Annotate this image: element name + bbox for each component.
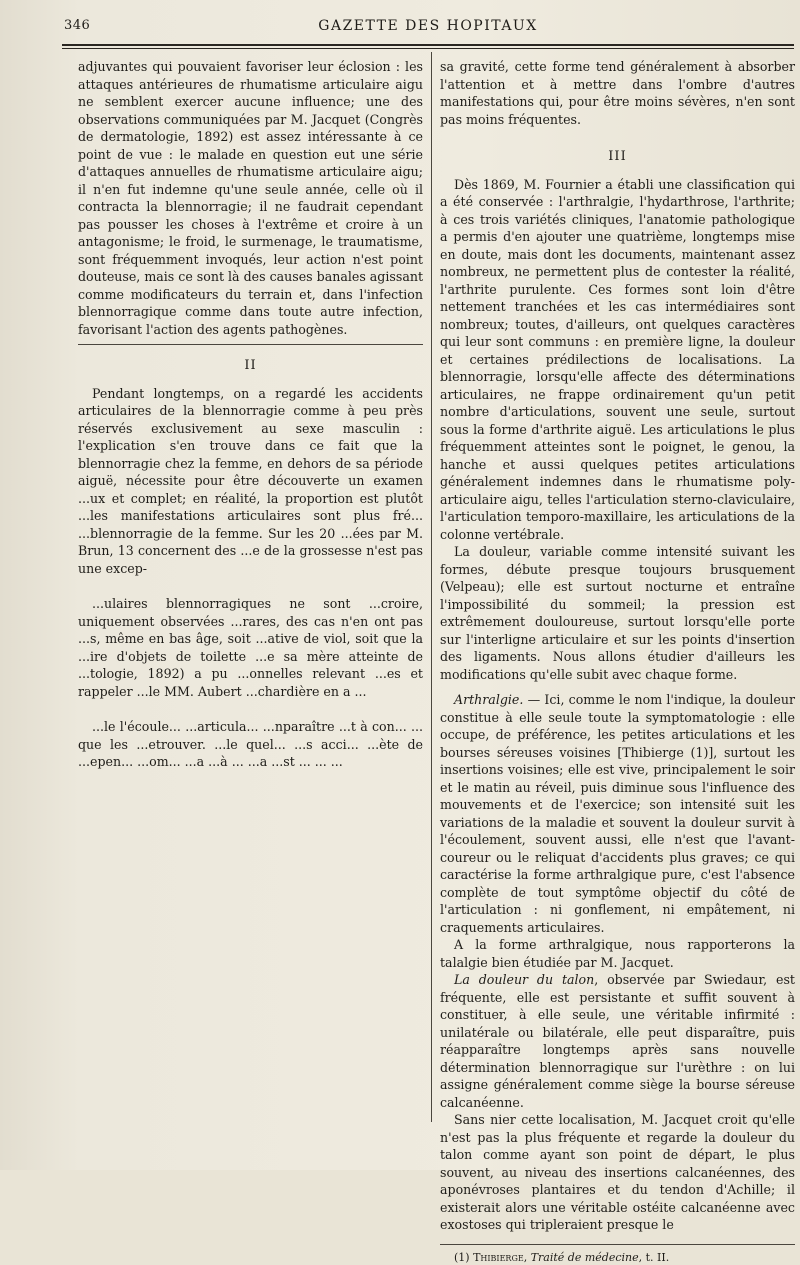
header-rule-thin: [62, 48, 794, 49]
footnote-author: Thibierge: [473, 1250, 524, 1264]
intro-paragraph: adjuvantes qui pouvaient favoriser leur éclosion : les attaques antérieures de rhumatisme articulaire aigu ne semblent exercer aucune influence; une des observations communiquées par M. Jacquet (Congrès de dermatologie, 1892) est assez intéressante à ce point de vue : le malade en question eut une série d'attaques annuelles de rhumatisme articulaire aigu; il n'en fut indemne qu'une seule année, celle où il contracta la blennorragie; il ne faudrait cependant pas pousser les choses à l'extrême et croire à un antagonisme; le froid, le surmenage, le traumatisme, sont fréquemment invoqués, leur action n'est point douteuse, mais ce sont là des causes banales agissant comme modificateurs du terrain et, dans l'infection blennorragique comme dans toute autre infection, favorisant l'action des agents pathogènes.: [78, 59, 423, 337]
footnote: (1) Thibierge, Traité de médecine, t. II.: [454, 1250, 670, 1264]
arthralgie-text: — Ici, comme le nom l'indique, la douleur constitue à elle seule toute la symptomatologie : elle occupe, de préférence, les petites articulations et les bourses séreuses voisines [Thibierge (1)], surtout les insertions voisines; elle est vive, principalement le soir et le matin au réveil, puis diminue sous l'influence des mouvements et de l'exercice; son intensité suit les variations de la maladie et souvent la douleur survit à l'écoulement, souvent aussi, elle n'est que l'avant-coureur ou le reliquat d'accidents plus graves; ce qui caractérise la forme arthralgique pure, c'est l'absence complète de tout symptôme objectif du côté de l'articulation : ni gonflement, ni empâtement, ni craquements articulaires.: [440, 692, 795, 935]
header-rule: [62, 44, 794, 46]
footnote-rule: [440, 1244, 795, 1245]
running-header: [64, 14, 792, 38]
footnote-ref: , t. II.: [638, 1250, 670, 1264]
arthralgie-paragraph: [440, 691, 795, 936]
journal-title: GAZETTE DES HOPITAUX: [318, 18, 538, 34]
localisation-paragraph: Sans nier cette localisation, M. Jacquet croit qu'elle n'est pas la plus fréquente et regarde la douleur du talon comme ayant son point de départ, le plus souvent, au niveau des insertions calcanéennes, des aponévroses plantaires et du tendon d'Achille; il existerait alors une véritable ostéite calcanéenne avec exostoses qui tripleraient presque le: [440, 1112, 795, 1232]
arthralgie-label: Arthralgie.: [454, 692, 524, 707]
classification-paragraph: Dès 1869, M. Fournier a établi une classification qui a été conservée : l'arthralgie, l'hydarthrose, l'arthrite; à ces trois variétés cliniques, l'anatomie pathologique a permis d'en ajouter une quatrième, longtemps mise en doute, mais dont les documents, maintenant assez nombreux, ne permettent plus de contester la réalité, l'arthrite purulente. Ces formes sont loin d'être nettement tranchées et les cas intermédiaires sont nombreux; toutes, d'ailleurs, ont quelques caractères qui leur sont communs : en première ligne, la douleur et certaines prédilections de localisations. La blennorragie, lorsqu'elle affecte des déterminations articulaires, ne frappe ordinairement qu'un petit nombre d'articulations, souvent une seule, surtout sous la forme d'arthrite aiguë. Les articulations le plus fréquemment atteintes sont le poignet, le genou, la hanche et aussi quelques petites articulations généralement indemnes dans le rhumatisme poly-articulaire aigu, telles l'articulation sterno-claviculaire, l'articulation temporo-maxillaire, les articulations de la colonne vertébrale.: [440, 176, 795, 542]
continuation-paragraph: sa gravité, cette forme tend généralement à absorber l'attention et à mettre dans l'ombre d'autres manifestations qui, pour être moins sévères, n'en sont pas moins fréquentes.: [440, 59, 795, 127]
talalgie-paragraph: A la forme arthralgique, nous rapporterons la talalgie bien étudiée par M. Jacquet.: [440, 937, 795, 970]
douleur-talon-paragraph: [440, 971, 795, 1111]
section-ii-paragraph-2: ...ulaires blennorragiques ne sont ...croire, uniquement observées ...rares, des cas n'en ont pas ...s, même en bas âge, soit ...ative de viol, soit que la ...ire d'objets de toilette ...e sa mère atteinte de ...tologie, 1892) a pu ...onnelles relevant ...es et rappeler ...le MM. Aubert ...chardière en a ...: [78, 596, 423, 699]
footnote-mark: (1): [454, 1250, 474, 1264]
footnote-title: Traité de médecine: [530, 1250, 639, 1264]
section-separator: [78, 344, 423, 345]
douleur-talon-label: La douleur du talon: [454, 972, 595, 987]
right-column: [440, 58, 795, 1265]
page-number: 346: [64, 18, 91, 33]
section-heading-ii: II: [244, 358, 257, 373]
douleur-paragraph: La douleur, variable comme intensité suivant les formes, débute presque toujours brusquement (Velpeau); elle est surtout nocturne et entraîne l'impossibilité du sommeil; la pression est extrêmement douloureuse, surtout lorsqu'elle porte sur l'interligne articulaire et sur les points d'insertion des ligaments. Nous allons étudier d'ailleurs les modifications qu'elle subit avec chaque forme.: [440, 544, 795, 682]
column-divider: [431, 52, 432, 1122]
left-column: [78, 58, 423, 771]
section-heading-iii: III: [608, 149, 627, 164]
section-ii-paragraph-1: Pendant longtemps, on a regardé les accidents articulaires de la blennorragie comme à peu près réservés exclusivement au sexe masculin : l'explication s'en trouve dans ce fait que la blennorragie chez la femme, en dehors de sa période aiguë, nécessite pour être découverte un examen ...ux et complet; en réalité, la proportion est plutôt ...les manifestations articulaires sont plus fré... ...blennorragie de la femme. Sur les 20 ...ées par M. Brun, 13 concernent des ...e de la grossesse n'est pas une excep-: [78, 385, 423, 576]
douleur-talon-text: , observée par Swiedaur, est fréquente, elle est persistante et suffit souvent à constituer, à elle seule, une véritable infirmité : unilatérale ou bilatérale, elle peut disparaître, puis réapparaître longtemps après sans nouvelle détermination blennorragique sur l'urèthre : on lui assigne généralement comme siège la bourse séreuse calcanéenne.: [440, 972, 795, 1110]
section-ii-paragraph-3: ...le l'écoule... ...articula... ...nparaître ...t à con... ... que les ...etrouver. ...le quel... ...s acci... ...ète de ...epen... ...om... ...a ...à ... ...a ...st ... ... ...: [78, 719, 423, 769]
